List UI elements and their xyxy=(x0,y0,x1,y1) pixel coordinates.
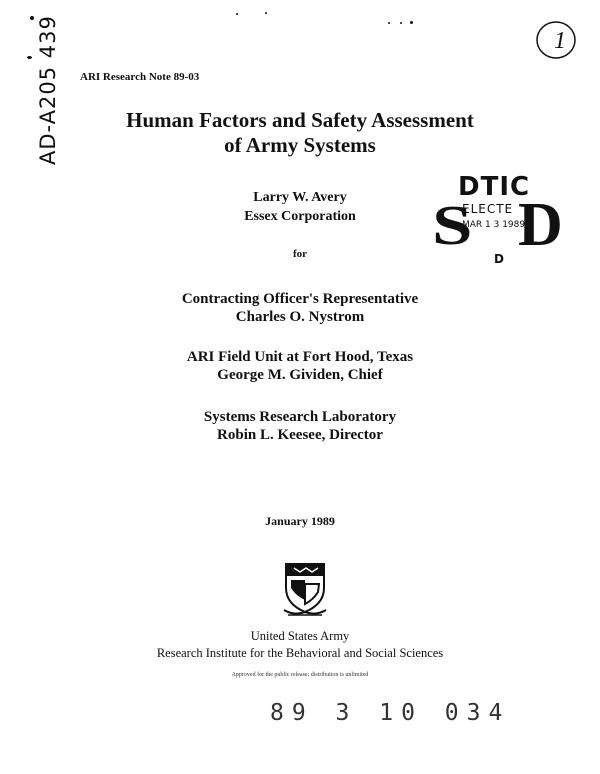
dtic-d-letter: D xyxy=(518,191,563,259)
field-unit-chief: George M. Gividen, Chief xyxy=(217,367,383,383)
dtic-elect-status: ELECTE xyxy=(462,202,514,216)
for-label: for xyxy=(292,248,308,260)
title-line-1: Human Factors and Safety Assessment xyxy=(126,108,474,132)
stamp-number: 1 xyxy=(554,28,566,54)
dtic-title: DTIC xyxy=(458,172,531,202)
publication-date: January 1989 xyxy=(265,514,335,528)
institution-line-2: Research Institute for the Behavioral and Social Sciences xyxy=(156,646,444,660)
institution-line-1: United States Army xyxy=(250,629,350,643)
cor-role: Contracting Officer's Representative xyxy=(181,291,419,307)
dtic-stamp xyxy=(432,172,563,272)
dtic-code: D xyxy=(494,252,504,266)
ari-insignia-logo xyxy=(282,560,328,618)
series-note: ARI Research Note 89-03 xyxy=(80,71,200,83)
field-unit-block xyxy=(0,348,600,384)
scan-speck xyxy=(265,12,267,14)
cor-name: Charles O. Nystrom xyxy=(235,309,365,325)
scan-speck xyxy=(388,22,390,24)
author-name: Larry W. Avery xyxy=(253,190,347,205)
lab-director: Robin L. Keesee, Director xyxy=(217,427,383,443)
dtic-date: MAR 1 3 1989 xyxy=(462,220,526,230)
lab-block xyxy=(0,408,600,444)
scan-speck xyxy=(30,16,34,20)
dtic-s-letter: S xyxy=(432,195,473,257)
scan-speck xyxy=(27,56,32,59)
document-number: 89 3 10 034 xyxy=(270,700,511,726)
title-line-2: of Army Systems xyxy=(224,133,376,157)
accession-number: AD-A205 439 xyxy=(36,15,60,165)
document-title xyxy=(0,108,600,158)
author-org: Essex Corporation xyxy=(244,209,356,224)
release-statement: Approved for the public release; distribution is unlimited xyxy=(231,672,369,678)
stamp-circle-number xyxy=(534,18,578,62)
scan-speck xyxy=(410,21,413,24)
scan-speck xyxy=(400,22,402,24)
field-unit: ARI Field Unit at Fort Hood, Texas xyxy=(186,349,414,365)
author-block xyxy=(200,188,400,226)
scan-speck xyxy=(236,13,238,15)
institution-block xyxy=(0,628,600,662)
cor-block xyxy=(0,290,600,326)
lab-name: Systems Research Laboratory xyxy=(203,409,397,425)
